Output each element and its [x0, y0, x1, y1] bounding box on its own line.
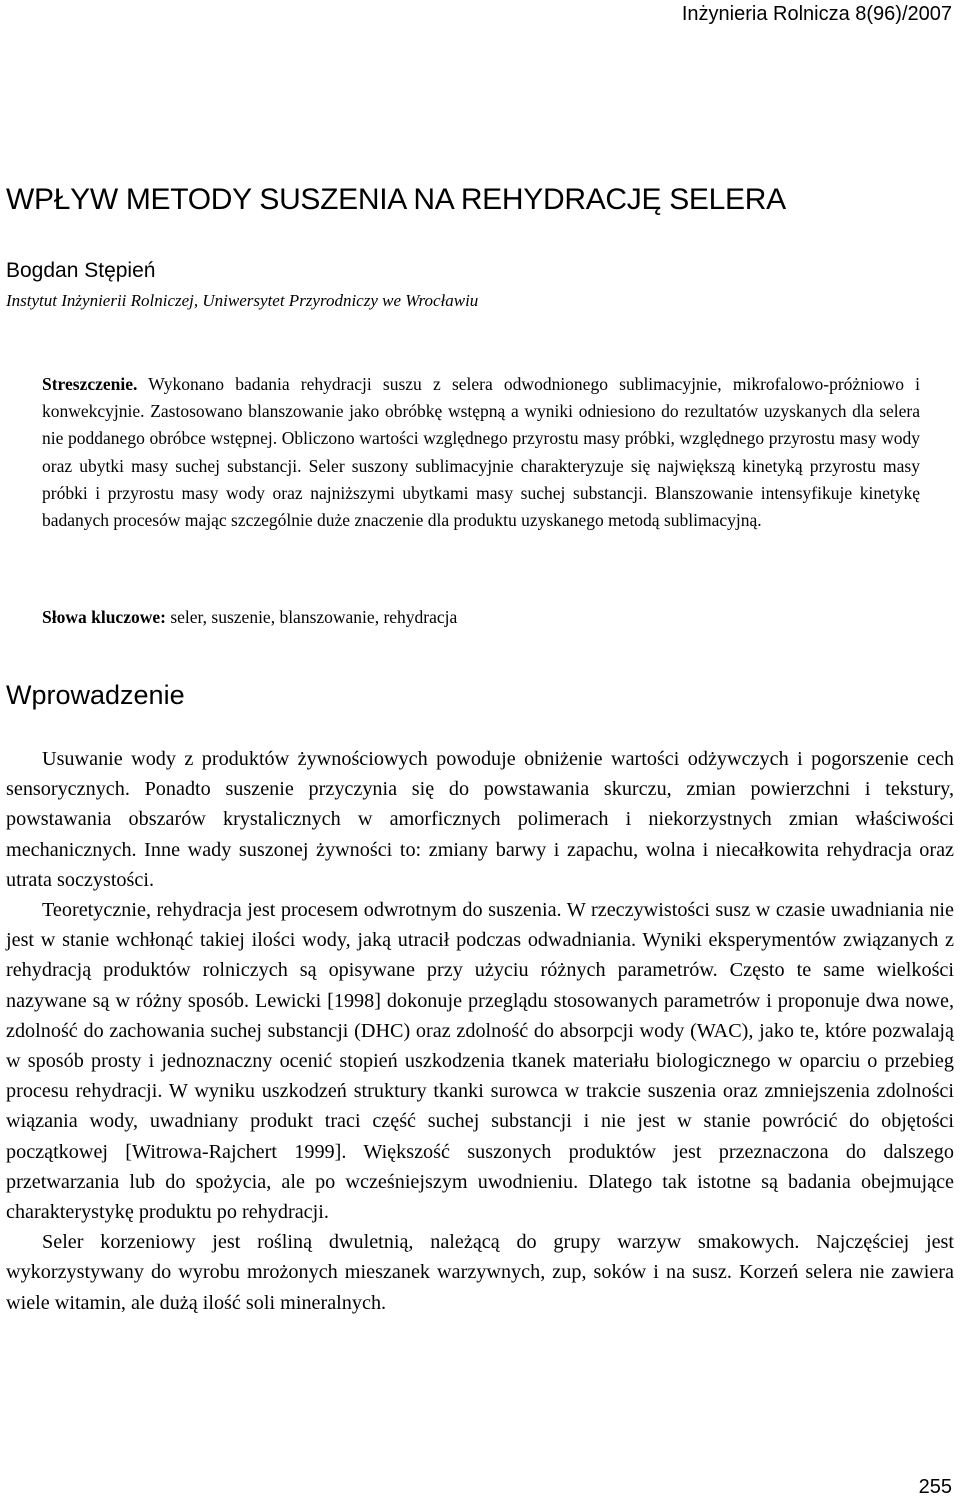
body-text: [6, 744, 954, 1318]
page-number: 255: [918, 1476, 952, 1498]
body-paragraph: Teoretycznie, rehydracja jest procesem odwrotnym do suszenia. W rzeczywistości susz w czasie uwadniania nie jest w stanie wchłonąć takiej ilości wody, jaką utracił podczas odwadniania. Wyniki eksperymentów związanych z rehydracją produktów rolniczych są opisywane przy użyciu różnych parametrów. Często te same wielkości nazywane są w różny sposób. Lewicki [1998] dokonuje przeglądu stosowanych parametrów i proponuje dwa nowe, zdolność do zachowania suchej substancji (DHC) oraz zdolność do absorpcji wody (WAC), jako te, które pozwalają w sposób prosty i jednoznaczny ocenić stopień uszkodzenia tkanek materiału biologicznego w oparciu o przebieg procesu rehydracji. W wyniku uszkodzeń struktury tkanki surowca w trakcie suszenia oraz zmniejszenia zdolności wiązania wody, uwadniany produkt traci część suchej substancji i nie jest w stanie powrócić do objętości początkowej [Witrowa-Rajchert 1999]. Większość suszonych produktów jest przeznaczona do dalszego przetwarzania lub do spożycia, ale po wcześniejszym uwodnieniu. Dlatego tak istotne są badania obejmujące charakterystykę produktu po rehydracji.: [6, 899, 954, 1224]
article-title: WPŁYW METODY SUSZENIA NA REHYDRACJĘ SELERA: [6, 183, 786, 216]
keywords-label: Słowa kluczowe:: [42, 607, 166, 627]
journal-header: Inżynieria Rolnicza 8(96)/2007: [681, 3, 952, 25]
keywords-text: seler, suszenie, blanszowanie, rehydracja: [170, 607, 458, 627]
keywords: [42, 604, 920, 631]
abstract-text: Wykonano badania rehydracji suszu z selera odwodnionego sublimacyjnie, mikrofalowo-próżniowo i konwekcyjnie. Zastosowano blanszowanie jako obróbkę wstępną a wyniki odniesiono do rezultatów uzyskanych dla selera nie poddanego obróbce wstępnej. Obliczono wartości względnego przyrostu masy próbki, względnego przyrostu masy wody oraz ubytki masy suchej substancji. Seler suszony sublimacyjnie charakteryzuje się największą kinetyką przyrostu masy próbki i przyrostu masy wody oraz najniższymi ubytkami masy suchej substancji. Blanszowanie intensyfikuje kinetykę badanych procesów mając szczególnie duże znaczenie dla produktu uzyskanego metodą sublimacyjną.: [42, 374, 920, 531]
author-name: Bogdan Stępień: [6, 259, 156, 282]
body-paragraph: Seler korzeniowy jest rośliną dwuletnią, należącą do grupy warzyw smakowych. Najczęściej jest wykorzystywany do wyrobu mrożonych mieszanek warzywnych, zup, soków i na susz. Korzeń selera nie zawiera wiele witamin, ale dużą ilość soli mineralnych.: [6, 1231, 954, 1314]
section-heading: Wprowadzenie: [6, 680, 185, 710]
body-paragraph: Usuwanie wody z produktów żywnościowych powoduje obniżenie wartości odżywczych i pogorszenie cech sensorycznych. Ponadto suszenie przyczynia się do powstawania skurczu, zmian powierzchni i tekstury, powstawania obszarów krystalicznych w amorficznych polimerach i niekorzystnych zmian właściwości mechanicznych. Inne wady suszonej żywności to: zmiany barwy i zapachu, wolna i niecałkowita rehydracja oraz utrata soczystości.: [6, 748, 954, 891]
abstract: [42, 371, 920, 534]
author-affiliation: Instytut Inżynierii Rolniczej, Uniwersytet Przyrodniczy we Wrocławiu: [6, 291, 479, 310]
abstract-label: Streszczenie.: [42, 374, 138, 394]
